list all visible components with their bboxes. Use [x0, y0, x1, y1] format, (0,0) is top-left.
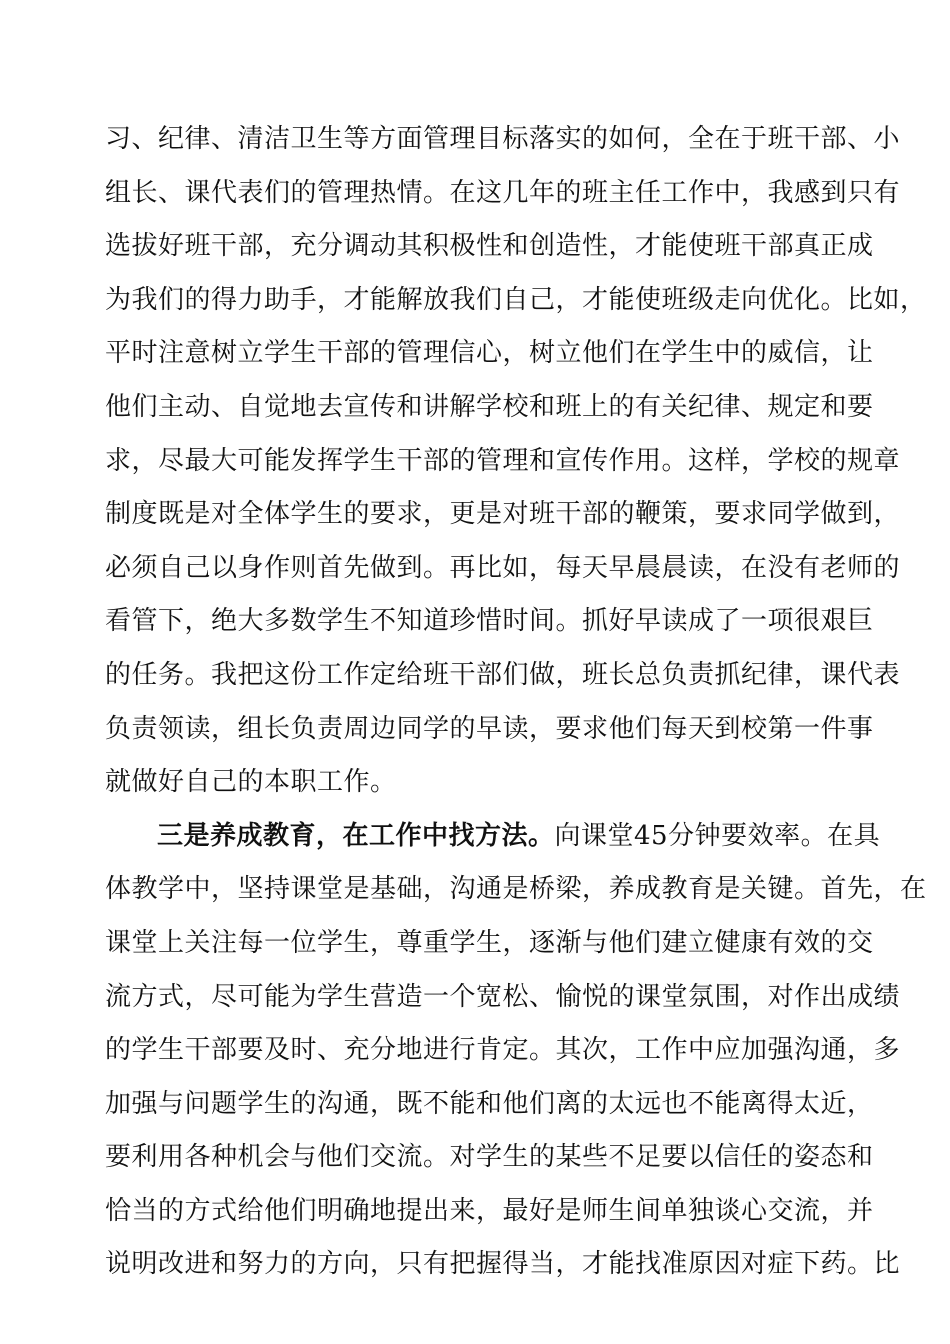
paragraph-1-line: 必须自己以身作则首先做到。再比如，每天早晨晨读，在没有老师的	[105, 552, 901, 583]
paragraph-1-line: 求，尽最大可能发挥学生干部的管理和宣传作用。这样，学校的规章	[105, 445, 901, 476]
paragraph-1-line: 选拔好班干部，充分调动其积极性和创造性，才能使班干部真正成	[105, 231, 874, 262]
paragraph-2-first-line-text: 向课堂45分钟要效率。在具	[554, 820, 881, 851]
paragraph-2-line: 恰当的方式给他们明确地提出来，最好是师生间单独谈心交流，并	[105, 1195, 874, 1226]
paragraph-1-line: 组长、课代表们的管理热情。在这几年的班主任工作中，我感到只有	[105, 177, 901, 208]
paragraph-2-first-line	[105, 810, 881, 864]
paragraph-2-line: 流方式，尽可能为学生营造一个宽松、愉悦的课堂氛围，对作出成绩	[105, 981, 901, 1012]
paragraph-1-line: 制度既是对全体学生的要求，更是对班干部的鞭策，要求同学做到，	[105, 499, 901, 530]
paragraph-1-line: 就做好自己的本职工作。	[105, 767, 397, 798]
paragraph-2-line: 体教学中，坚持课堂是基础，沟通是桥梁，养成教育是关键。首先，在	[105, 874, 927, 905]
paragraph-1-line: 他们主动、自觉地去宣传和讲解学校和班上的有关纪律、规定和要	[105, 391, 874, 422]
paragraph-2-line: 课堂上关注每一位学生，尊重学生，逐渐与他们建立健康有效的交	[105, 927, 874, 958]
paragraph-1	[105, 113, 927, 810]
paragraph-1-line: 平时注意树立学生干部的管理信心，树立他们在学生中的威信，让	[105, 338, 874, 369]
paragraph-2-line: 加强与问题学生的沟通，既不能和他们离的太远也不能离得太近，	[105, 1088, 874, 1119]
paragraph-1-line: 为我们的得力助手，才能解放我们自己，才能使班级走向优化。比如，	[105, 284, 927, 315]
paragraph-2	[105, 810, 927, 1292]
section-heading: 三是养成教育，在工作中找方法。	[157, 820, 555, 851]
paragraph-1-line: 看管下，绝大多数学生不知道珍惜时间。抓好早读成了一项很艰巨	[105, 606, 874, 637]
paragraph-1-line: 的任务。我把这份工作定给班干部们做，班长总负责抓纪律，课代表	[105, 659, 901, 690]
document-body	[105, 113, 927, 1292]
paragraph-1-line: 负责领读，组长负责周边同学的早读，要求他们每天到校第一件事	[105, 713, 874, 744]
paragraph-1-line: 习、纪律、清洁卫生等方面管理目标落实的如何，全在于班干部、小	[105, 124, 901, 154]
paragraph-2-line: 要利用各种机会与他们交流。对学生的某些不足要以信任的姿态和	[105, 1142, 874, 1173]
paragraph-2-line: 的学生干部要及时、充分地进行肯定。其次，工作中应加强沟通，多	[105, 1035, 901, 1066]
paragraph-2-line: 说明改进和努力的方向，只有把握得当，才能找准原因对症下药。比	[105, 1249, 901, 1280]
